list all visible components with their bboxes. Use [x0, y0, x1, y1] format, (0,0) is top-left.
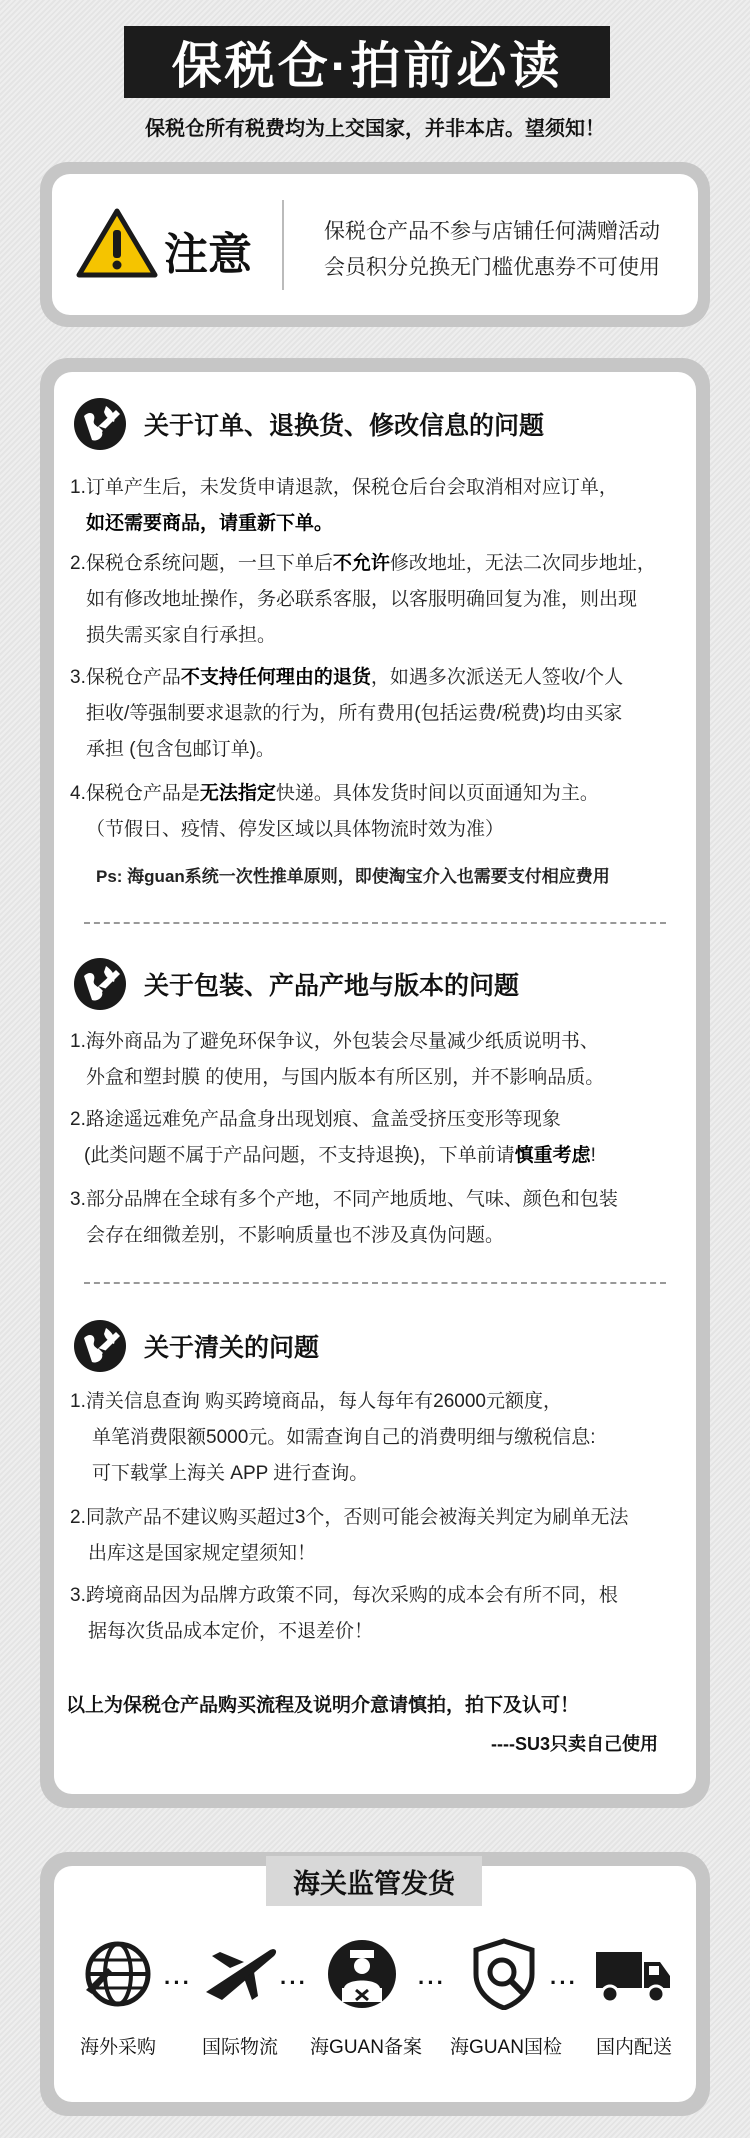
customs-item-1: 1.清关信息查询 购买跨境商品，每人每年有26000元额度， 单笔消费限额5000元。如需查询自己的消费明细与缴税信息: 可下载掌上海关 APP 进行查询。 — [70, 1391, 596, 1484]
customs-item-3: 3.跨境商品因为品牌方政策不同，每次采购的成本会有所不同，根 据每次货品成本定价，不退差价！ — [70, 1585, 618, 1642]
page-title: 保税仓·拍前必读 — [124, 26, 610, 98]
officer-icon — [322, 1938, 402, 2010]
orders-item-4: 4.保税仓产品是无法指定快递。具体发货时间以页面通知为主。 （节假日、疫情、停发区域以具体物流时效为准） — [70, 783, 599, 840]
truck-icon — [594, 1938, 674, 2010]
orders-ps-note: Ps: 海guan系统一次性推单原则，即使淘宝介入也需要支付相应费用 — [96, 867, 610, 886]
flow-step-label: 海外采购 — [79, 2037, 156, 2058]
flow-connector: ··· — [550, 1970, 578, 1995]
page-subtitle: 保税仓所有税费均为上交国家，并非本店。望须知！ — [145, 118, 605, 140]
section-orders-title: 关于订单、退换货、修改信息的问题 — [144, 412, 545, 440]
flow-connector: ··· — [418, 1970, 446, 1995]
packaging-item-3: 3.部分品牌在全球有多个产地，不同产地质地、气味、颜色和包装 会存在细微差别，不影响质量也不涉及真伪问题。 — [70, 1189, 618, 1246]
flow-step-label: 国内配送 — [595, 2037, 672, 2058]
section-orders-header — [72, 396, 544, 452]
section-customs-header — [72, 1318, 319, 1374]
orders-item-1: 1.订单产生后，未发货申请退款，保税仓后台会取消相对应订单， 如还需要商品，请重新下单。 — [70, 477, 618, 534]
flow-connector: ··· — [164, 1970, 192, 1995]
flow-step-label: 海GUAN备案 — [310, 2037, 422, 2058]
warning-icon — [76, 208, 158, 278]
section-packaging-title: 关于包装、产品产地与版本的问题 — [144, 972, 520, 1000]
closing-note: 以上为保税仓产品购买流程及说明介意请慎拍，拍下及认可！ — [66, 1695, 580, 1716]
notice-divider — [282, 200, 284, 290]
globe-plane-icon — [72, 396, 128, 452]
notice-line: 会员积分兑换无门槛优惠券不可使用 — [324, 256, 660, 279]
signature: ----SU3只卖自己使用 — [491, 1734, 658, 1754]
notice-text — [302, 214, 682, 286]
packaging-item-2: 2.路途遥远难免产品盒身出现划痕、盒盖受挤压变形等现象 (此类问题不属于产品问题，不支持退换)，下单前请慎重考虑! — [70, 1109, 596, 1166]
notice-label: 注意 — [164, 230, 252, 279]
section-divider — [84, 1282, 666, 1284]
orders-item-2: 2.保税仓系统问题，一旦下单后不允许修改地址，无法二次同步地址， 如有修改地址操作，务必联系客服，以客服明确回复为准，则出现 损失需买家自行承担。 — [70, 553, 656, 646]
section-packaging-header — [72, 956, 519, 1012]
section-customs-title: 关于清关的问题 — [144, 1334, 320, 1362]
notice-line: 保税仓产品不参与店铺任何满赠活动 — [324, 220, 660, 243]
globe-plane-icon — [72, 1318, 128, 1374]
customs-item-2: 2.同款产品不建议购买超过3个，否则可能会被海关判定为刷单无法 出库这是国家规定望须知！ — [70, 1507, 629, 1564]
globe-plane-icon — [72, 956, 128, 1012]
flow-connector: ··· — [280, 1970, 308, 1995]
airplane-icon — [200, 1938, 280, 2010]
flow-step-label: 海GUAN国检 — [450, 2037, 562, 2058]
flow-step-label: 国际物流 — [201, 2037, 278, 2058]
globe-icon — [78, 1938, 158, 2010]
section-divider — [84, 922, 666, 924]
orders-item-3: 3.保税仓产品不支持任何理由的退货，如遇多次派送无人签收/个人 拒收/等强制要求退款的行为，所有费用(包括运费/税费)均由买家 承担 (包含包邮订单)。 — [70, 667, 624, 760]
shield-search-icon — [464, 1938, 544, 2010]
flow-tag: 海关监管发货 — [266, 1856, 482, 1906]
packaging-item-1: 1.海外商品为了避免环保争议，外包装会尽量减少纸质说明书、 外盒和塑封膜 的使用，与国内版本有所区别，并不影响品质。 — [70, 1031, 605, 1088]
